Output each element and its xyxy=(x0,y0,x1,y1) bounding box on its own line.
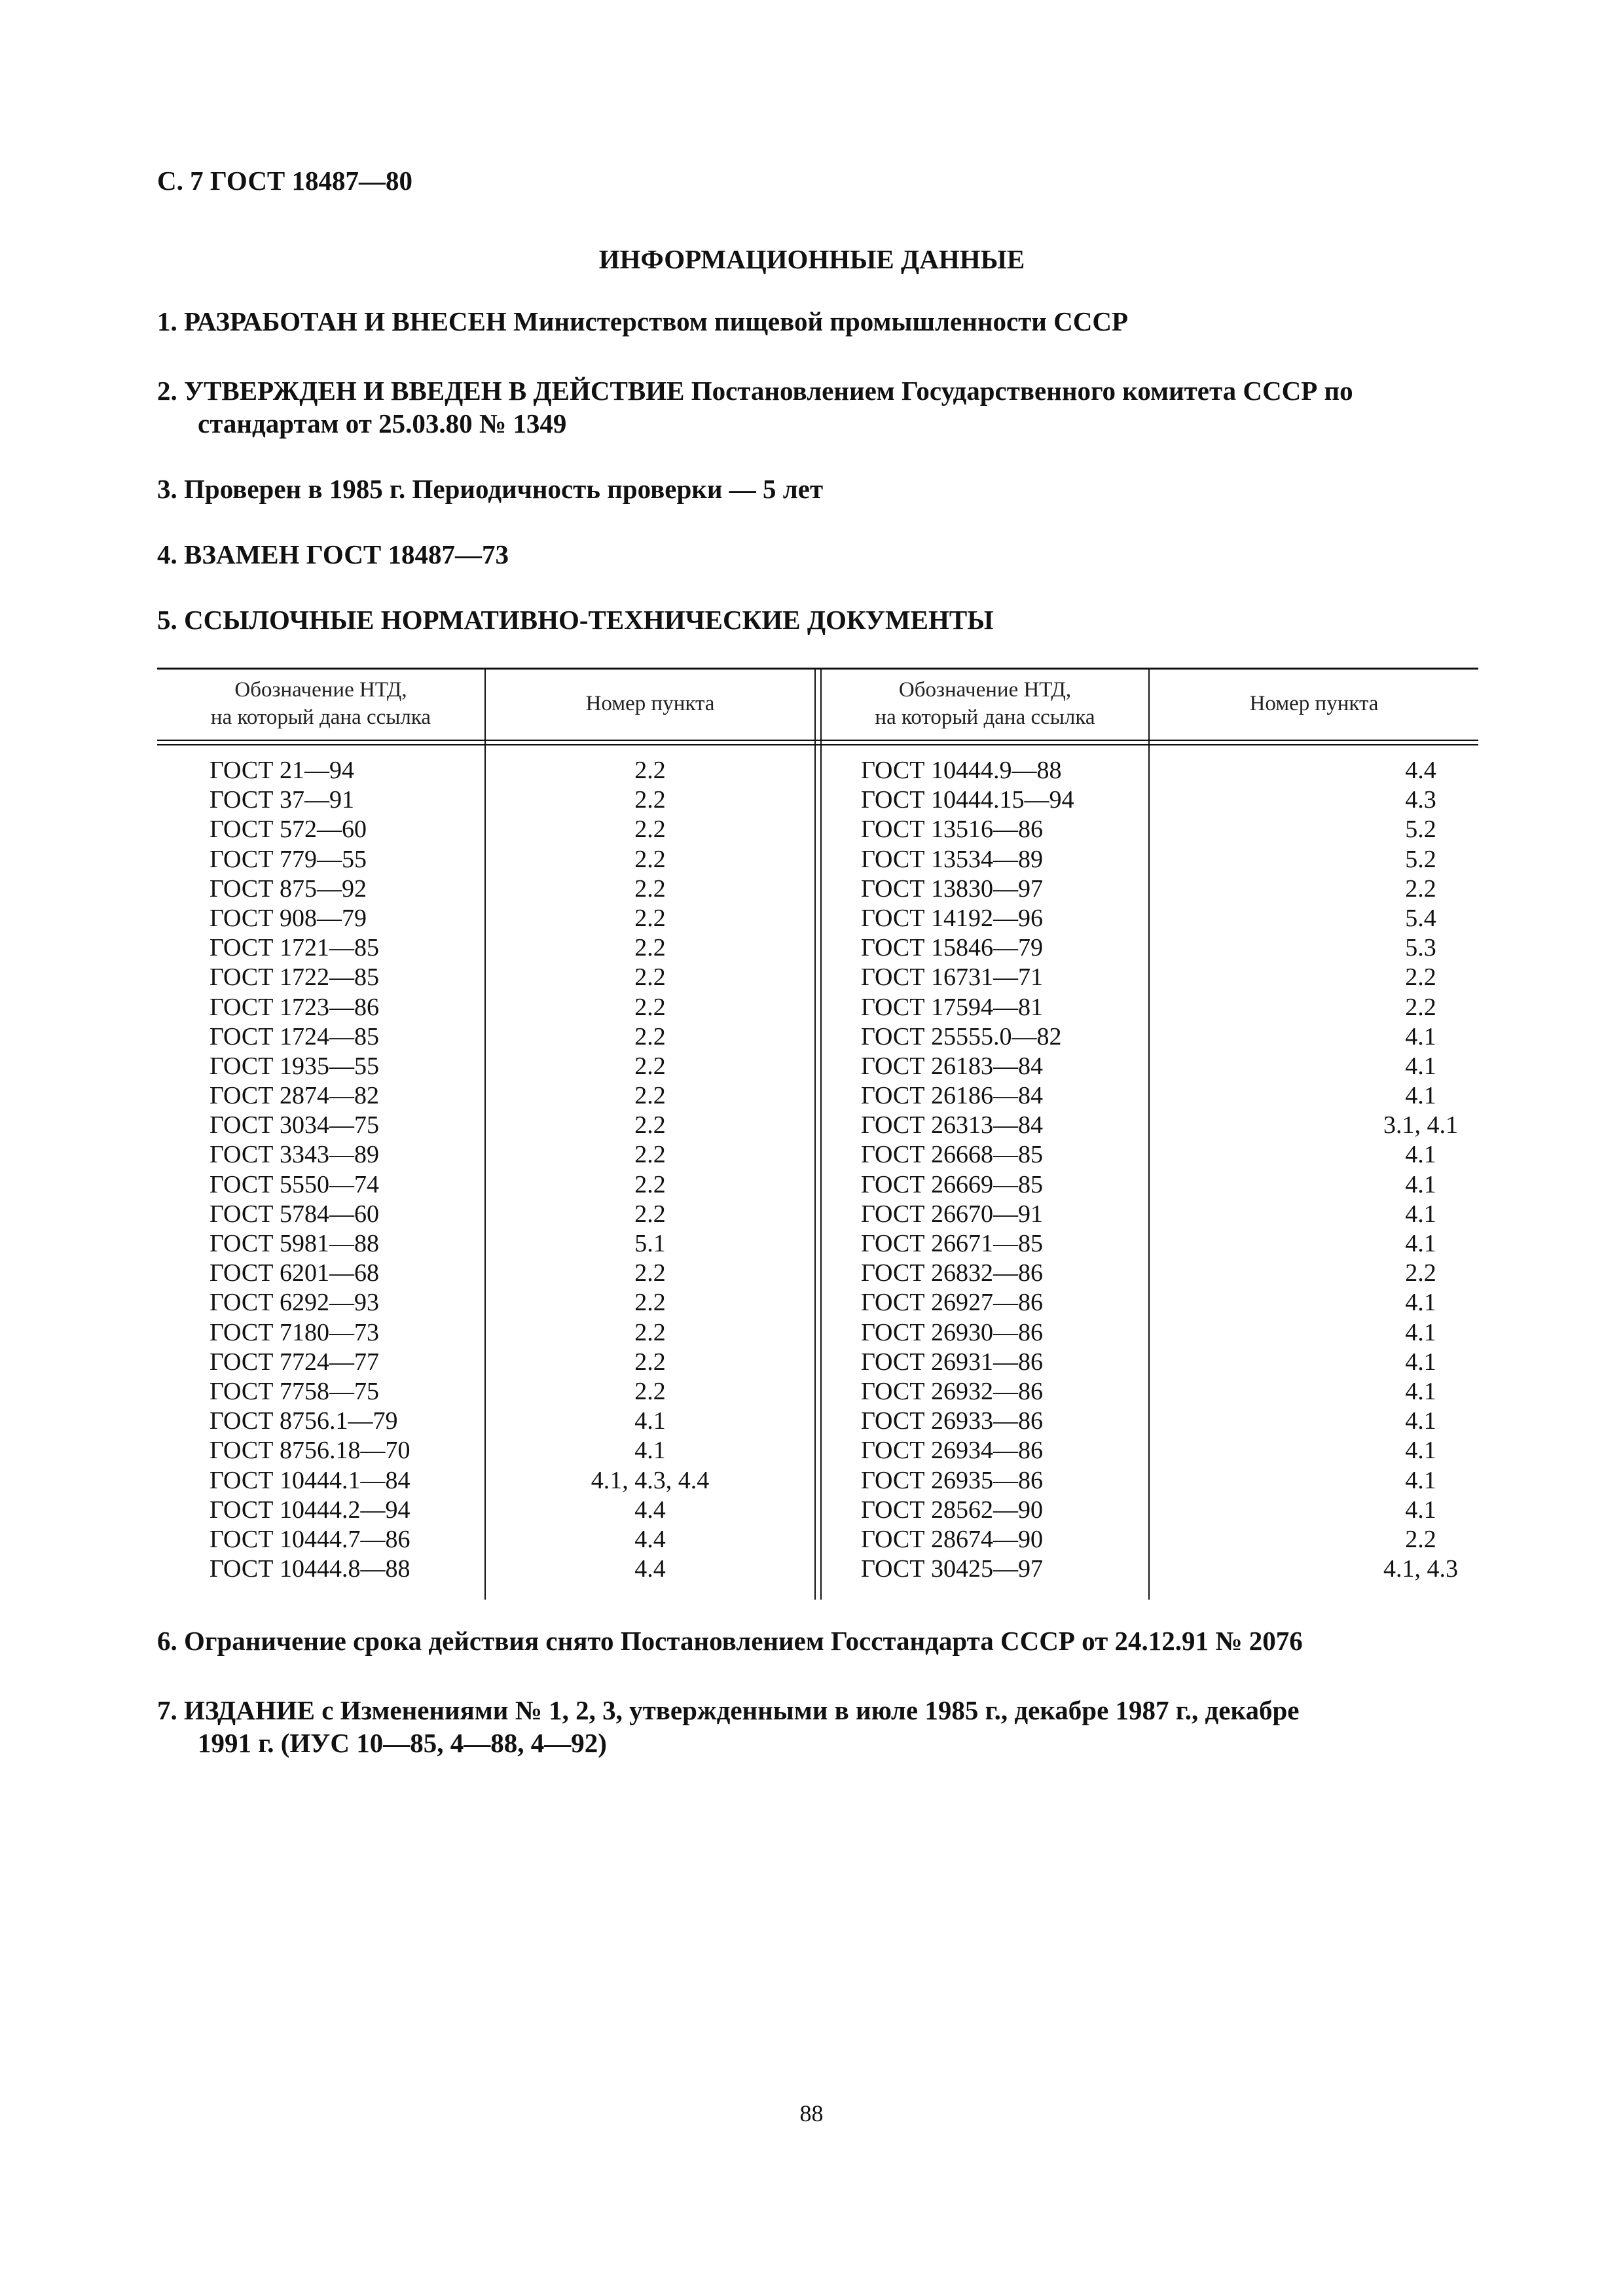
table-cell-point: 2.2 xyxy=(1405,874,1436,903)
table-cell-point: 4.1 xyxy=(1405,1200,1436,1228)
table-cell-point: 5.4 xyxy=(1405,904,1436,932)
table-header-rule-double xyxy=(157,744,1478,745)
table-cell-point: 4.4 xyxy=(634,1496,666,1524)
table-cell-doc: ГОСТ 37—91 xyxy=(210,786,354,814)
left-points-column xyxy=(486,756,814,1584)
item-number: 7. xyxy=(157,1695,177,1725)
reference-table xyxy=(157,668,1478,1600)
item-text: ССЫЛОЧНЫЕ НОРМАТИВНО-ТЕХНИЧЕСКИЕ ДОКУМЕНТЫ xyxy=(184,605,994,635)
table-cell-point: 4.1 xyxy=(1405,1437,1436,1465)
table-cell-point: 5.2 xyxy=(1405,816,1436,844)
table-cell-doc: ГОСТ 28674—90 xyxy=(861,1525,1043,1553)
table-cell-point: 4.1 xyxy=(1405,1170,1436,1198)
item-reference-docs xyxy=(157,603,1478,636)
table-cell-point: 4.4 xyxy=(634,1525,666,1553)
table-cell-doc: ГОСТ 13534—89 xyxy=(861,845,1043,873)
header-doc-line2: на который дана ссылка xyxy=(875,706,1095,729)
item-text: Министерством пищевой промышленности СССР xyxy=(513,306,1129,336)
table-cell-point: 2.2 xyxy=(1405,993,1436,1021)
header-point-left: Номер пункта xyxy=(585,692,715,715)
table-cell-doc: ГОСТ 10444.9—88 xyxy=(861,757,1062,784)
item-caps: РАЗРАБОТАН И ВНЕСЕН xyxy=(184,306,507,336)
table-cell-doc: ГОСТ 7724—77 xyxy=(210,1348,379,1376)
table-cell-point: 4.1 xyxy=(1405,1141,1436,1169)
table-cell-doc: ГОСТ 26832—86 xyxy=(861,1259,1043,1287)
table-cell-doc: ГОСТ 21—94 xyxy=(210,757,354,784)
table-cell-point: 2.2 xyxy=(634,1259,666,1287)
item-approved xyxy=(157,374,1478,440)
table-cell-doc: ГОСТ 1724—85 xyxy=(210,1022,379,1050)
table-cell-doc: ГОСТ 7180—73 xyxy=(210,1318,379,1346)
table-cell-point: 2.2 xyxy=(634,993,666,1021)
item-text: Проверен в 1985 г. Периодичность проверки — 5 лет xyxy=(184,474,824,504)
item-text: с Изменениями № 1, 2, 3, утвержденными в июле 1985 г., декабре 1987 г., декабре xyxy=(321,1695,1300,1725)
table-cell-doc: ГОСТ 26933—86 xyxy=(861,1407,1043,1435)
item-text: Ограничение срока действия снято Постановлением Госстандарта СССР от 24.12.91 № 2076 xyxy=(184,1626,1303,1656)
table-cell-point: 3.1, 4.1 xyxy=(1383,1111,1458,1139)
table-cell-doc: ГОСТ 8756.18—70 xyxy=(210,1437,410,1465)
header-point-right: Номер пункта xyxy=(1249,692,1379,715)
table-cell-point: 4.1 xyxy=(634,1437,666,1465)
table-cell-point: 2.2 xyxy=(634,1200,666,1228)
item-number: 4. xyxy=(157,539,177,569)
item-text: Постановлением Государственного комитета СССР по xyxy=(691,376,1353,406)
right-docs-column xyxy=(861,756,1148,1584)
table-cell-doc: ГОСТ 6201—68 xyxy=(210,1259,379,1287)
table-cell-point: 4.4 xyxy=(634,1555,666,1583)
item-validity-limit xyxy=(157,1624,1478,1657)
table-cell-doc: ГОСТ 779—55 xyxy=(210,845,367,873)
table-cell-doc: ГОСТ 25555.0—82 xyxy=(861,1022,1062,1050)
header-doc-left xyxy=(157,668,484,740)
table-cell-doc: ГОСТ 3343—89 xyxy=(210,1141,379,1169)
table-cell-point: 4.1 xyxy=(1405,1022,1436,1050)
table-cell-doc: ГОСТ 7758—75 xyxy=(210,1377,379,1405)
table-cell-point: 2.2 xyxy=(634,757,666,784)
table-cell-point: 2.2 xyxy=(634,816,666,844)
table-cell-point: 4.1 xyxy=(1405,1466,1436,1494)
item-continuation: стандартам от 25.03.80 № 1349 xyxy=(198,408,567,439)
table-cell-doc: ГОСТ 10444.7—86 xyxy=(210,1525,410,1553)
table-cell-point: 2.2 xyxy=(634,1022,666,1050)
table-cell-point: 4.1 xyxy=(1405,1496,1436,1524)
table-cell-doc: ГОСТ 1721—85 xyxy=(210,934,379,962)
table-cell-doc: ГОСТ 8756.1—79 xyxy=(210,1407,398,1435)
table-cell-point: 2.2 xyxy=(634,786,666,814)
table-cell-doc: ГОСТ 26932—86 xyxy=(861,1377,1043,1405)
table-cell-doc: ГОСТ 572—60 xyxy=(210,816,367,844)
header-doc-right xyxy=(822,668,1148,740)
table-cell-point: 2.2 xyxy=(634,904,666,932)
table-cell-point: 4.1, 4.3 xyxy=(1383,1555,1458,1583)
table-cell-doc: ГОСТ 5784—60 xyxy=(210,1200,379,1228)
table-cell-doc: ГОСТ 30425—97 xyxy=(861,1555,1043,1583)
item-line xyxy=(157,374,1478,407)
table-cell-point: 2.2 xyxy=(634,934,666,962)
table-cell-doc: ГОСТ 26930—86 xyxy=(861,1318,1043,1346)
item-number: 2. xyxy=(157,376,177,406)
table-cell-point: 4.1 xyxy=(1405,1318,1436,1346)
table-cell-point: 2.2 xyxy=(634,1289,666,1317)
table-cell-doc: ГОСТ 2874—82 xyxy=(210,1082,379,1110)
table-cell-doc: ГОСТ 26935—86 xyxy=(861,1466,1043,1494)
left-docs-column xyxy=(210,756,484,1584)
column-divider xyxy=(814,668,816,1600)
table-cell-doc: ГОСТ 13830—97 xyxy=(861,874,1043,903)
table-cell-point: 4.1, 4.3, 4.4 xyxy=(591,1466,710,1494)
table-cell-doc: ГОСТ 26669—85 xyxy=(861,1170,1043,1198)
table-cell-doc: ГОСТ 26934—86 xyxy=(861,1437,1043,1465)
table-cell-doc: ГОСТ 1723—86 xyxy=(210,993,379,1021)
item-number: 1. xyxy=(157,306,177,336)
table-cell-doc: ГОСТ 10444.8—88 xyxy=(210,1555,410,1583)
table-cell-doc: ГОСТ 26186—84 xyxy=(861,1082,1043,1110)
table-cell-point: 4.1 xyxy=(634,1407,666,1435)
table-cell-point: 4.4 xyxy=(1405,757,1436,784)
table-cell-doc: ГОСТ 5550—74 xyxy=(210,1170,379,1198)
table-cell-point: 4.1 xyxy=(1405,1377,1436,1405)
item-caps: ИЗДАНИЕ xyxy=(184,1695,315,1725)
item-line xyxy=(157,1694,1478,1727)
table-cell-point: 4.1 xyxy=(1405,1407,1436,1435)
column-divider xyxy=(1148,668,1150,1600)
item-text: ВЗАМЕН ГОСТ 18487—73 xyxy=(184,539,509,569)
table-cell-point: 2.2 xyxy=(634,874,666,903)
table-cell-point: 2.2 xyxy=(634,1348,666,1376)
table-cell-doc: ГОСТ 14192—96 xyxy=(861,904,1043,932)
item-checked xyxy=(157,473,1478,505)
table-cell-doc: ГОСТ 26670—91 xyxy=(861,1200,1043,1228)
right-points-column xyxy=(1355,756,1486,1584)
table-cell-doc: ГОСТ 26183—84 xyxy=(861,1052,1043,1080)
table-cell-point: 5.1 xyxy=(634,1230,666,1257)
column-divider xyxy=(820,668,822,1600)
table-cell-doc: ГОСТ 26668—85 xyxy=(861,1141,1043,1169)
header-doc-line2: на который дана ссылка xyxy=(210,706,431,729)
header-doc-line1: Обозначение НТД, xyxy=(898,678,1072,702)
item-replaces xyxy=(157,538,1478,571)
table-cell-doc: ГОСТ 13516—86 xyxy=(861,816,1043,844)
table-cell-point: 2.2 xyxy=(634,845,666,873)
table-cell-point: 4.1 xyxy=(1405,1289,1436,1317)
table-cell-doc: ГОСТ 10444.2—94 xyxy=(210,1496,410,1524)
table-cell-point: 5.2 xyxy=(1405,845,1436,873)
table-cell-doc: ГОСТ 26931—86 xyxy=(861,1348,1043,1376)
table-cell-point: 2.2 xyxy=(634,1052,666,1080)
table-cell-point: 2.2 xyxy=(634,1318,666,1346)
item-developed-by xyxy=(157,305,1478,338)
table-cell-point: 2.2 xyxy=(1405,1259,1436,1287)
table-cell-doc: ГОСТ 15846—79 xyxy=(861,934,1043,962)
table-cell-doc: ГОСТ 17594—81 xyxy=(861,993,1043,1021)
header-doc-line1: Обозначение НТД, xyxy=(234,678,407,702)
table-cell-point: 2.2 xyxy=(1405,963,1436,992)
item-number: 5. xyxy=(157,605,177,635)
document-title: ИНФОРМАЦИОННЫЕ ДАННЫЕ xyxy=(598,244,1025,274)
table-cell-point: 4.1 xyxy=(1405,1230,1436,1257)
table-cell-point: 5.3 xyxy=(1405,934,1436,962)
table-cell-doc: ГОСТ 26927—86 xyxy=(861,1289,1043,1317)
item-edition xyxy=(157,1694,1478,1759)
table-header-rule xyxy=(157,740,1478,741)
table-cell-point: 2.2 xyxy=(634,1377,666,1405)
table-cell-doc: ГОСТ 16731—71 xyxy=(861,963,1043,992)
table-cell-doc: ГОСТ 875—92 xyxy=(210,874,367,903)
item-number: 3. xyxy=(157,474,177,504)
table-cell-doc: ГОСТ 28562—90 xyxy=(861,1496,1043,1524)
table-cell-doc: ГОСТ 1935—55 xyxy=(210,1052,379,1080)
table-cell-doc: ГОСТ 10444.15—94 xyxy=(861,786,1074,814)
table-cell-doc: ГОСТ 1722—85 xyxy=(210,963,379,992)
table-cell-doc: ГОСТ 26671—85 xyxy=(861,1230,1043,1257)
table-cell-doc: ГОСТ 3034—75 xyxy=(210,1111,379,1139)
table-cell-point: 2.2 xyxy=(634,1141,666,1169)
table-cell-point: 4.1 xyxy=(1405,1082,1436,1110)
table-cell-point: 4.1 xyxy=(1405,1052,1436,1080)
page-header: С. 7 ГОСТ 18487—80 xyxy=(157,166,413,196)
page-number: 88 xyxy=(799,2100,824,2126)
table-cell-point: 2.2 xyxy=(634,1111,666,1139)
table-cell-point: 4.3 xyxy=(1405,786,1436,814)
item-number: 6. xyxy=(157,1626,177,1656)
table-cell-doc: ГОСТ 10444.1—84 xyxy=(210,1466,410,1494)
table-cell-point: 4.1 xyxy=(1405,1348,1436,1376)
table-cell-point: 2.2 xyxy=(634,1170,666,1198)
table-cell-doc: ГОСТ 908—79 xyxy=(210,904,367,932)
table-cell-doc: ГОСТ 6292—93 xyxy=(210,1289,379,1317)
table-cell-point: 2.2 xyxy=(634,1082,666,1110)
table-cell-doc: ГОСТ 26313—84 xyxy=(861,1111,1043,1139)
table-cell-point: 2.2 xyxy=(1405,1525,1436,1553)
item-continuation: 1991 г. (ИУС 10—85, 4—88, 4—92) xyxy=(198,1728,607,1758)
table-cell-point: 2.2 xyxy=(634,963,666,992)
table-cell-doc: ГОСТ 5981—88 xyxy=(210,1230,379,1257)
item-caps: УТВЕРЖДЕН И ВВЕДЕН В ДЕЙСТВИЕ xyxy=(184,376,685,406)
